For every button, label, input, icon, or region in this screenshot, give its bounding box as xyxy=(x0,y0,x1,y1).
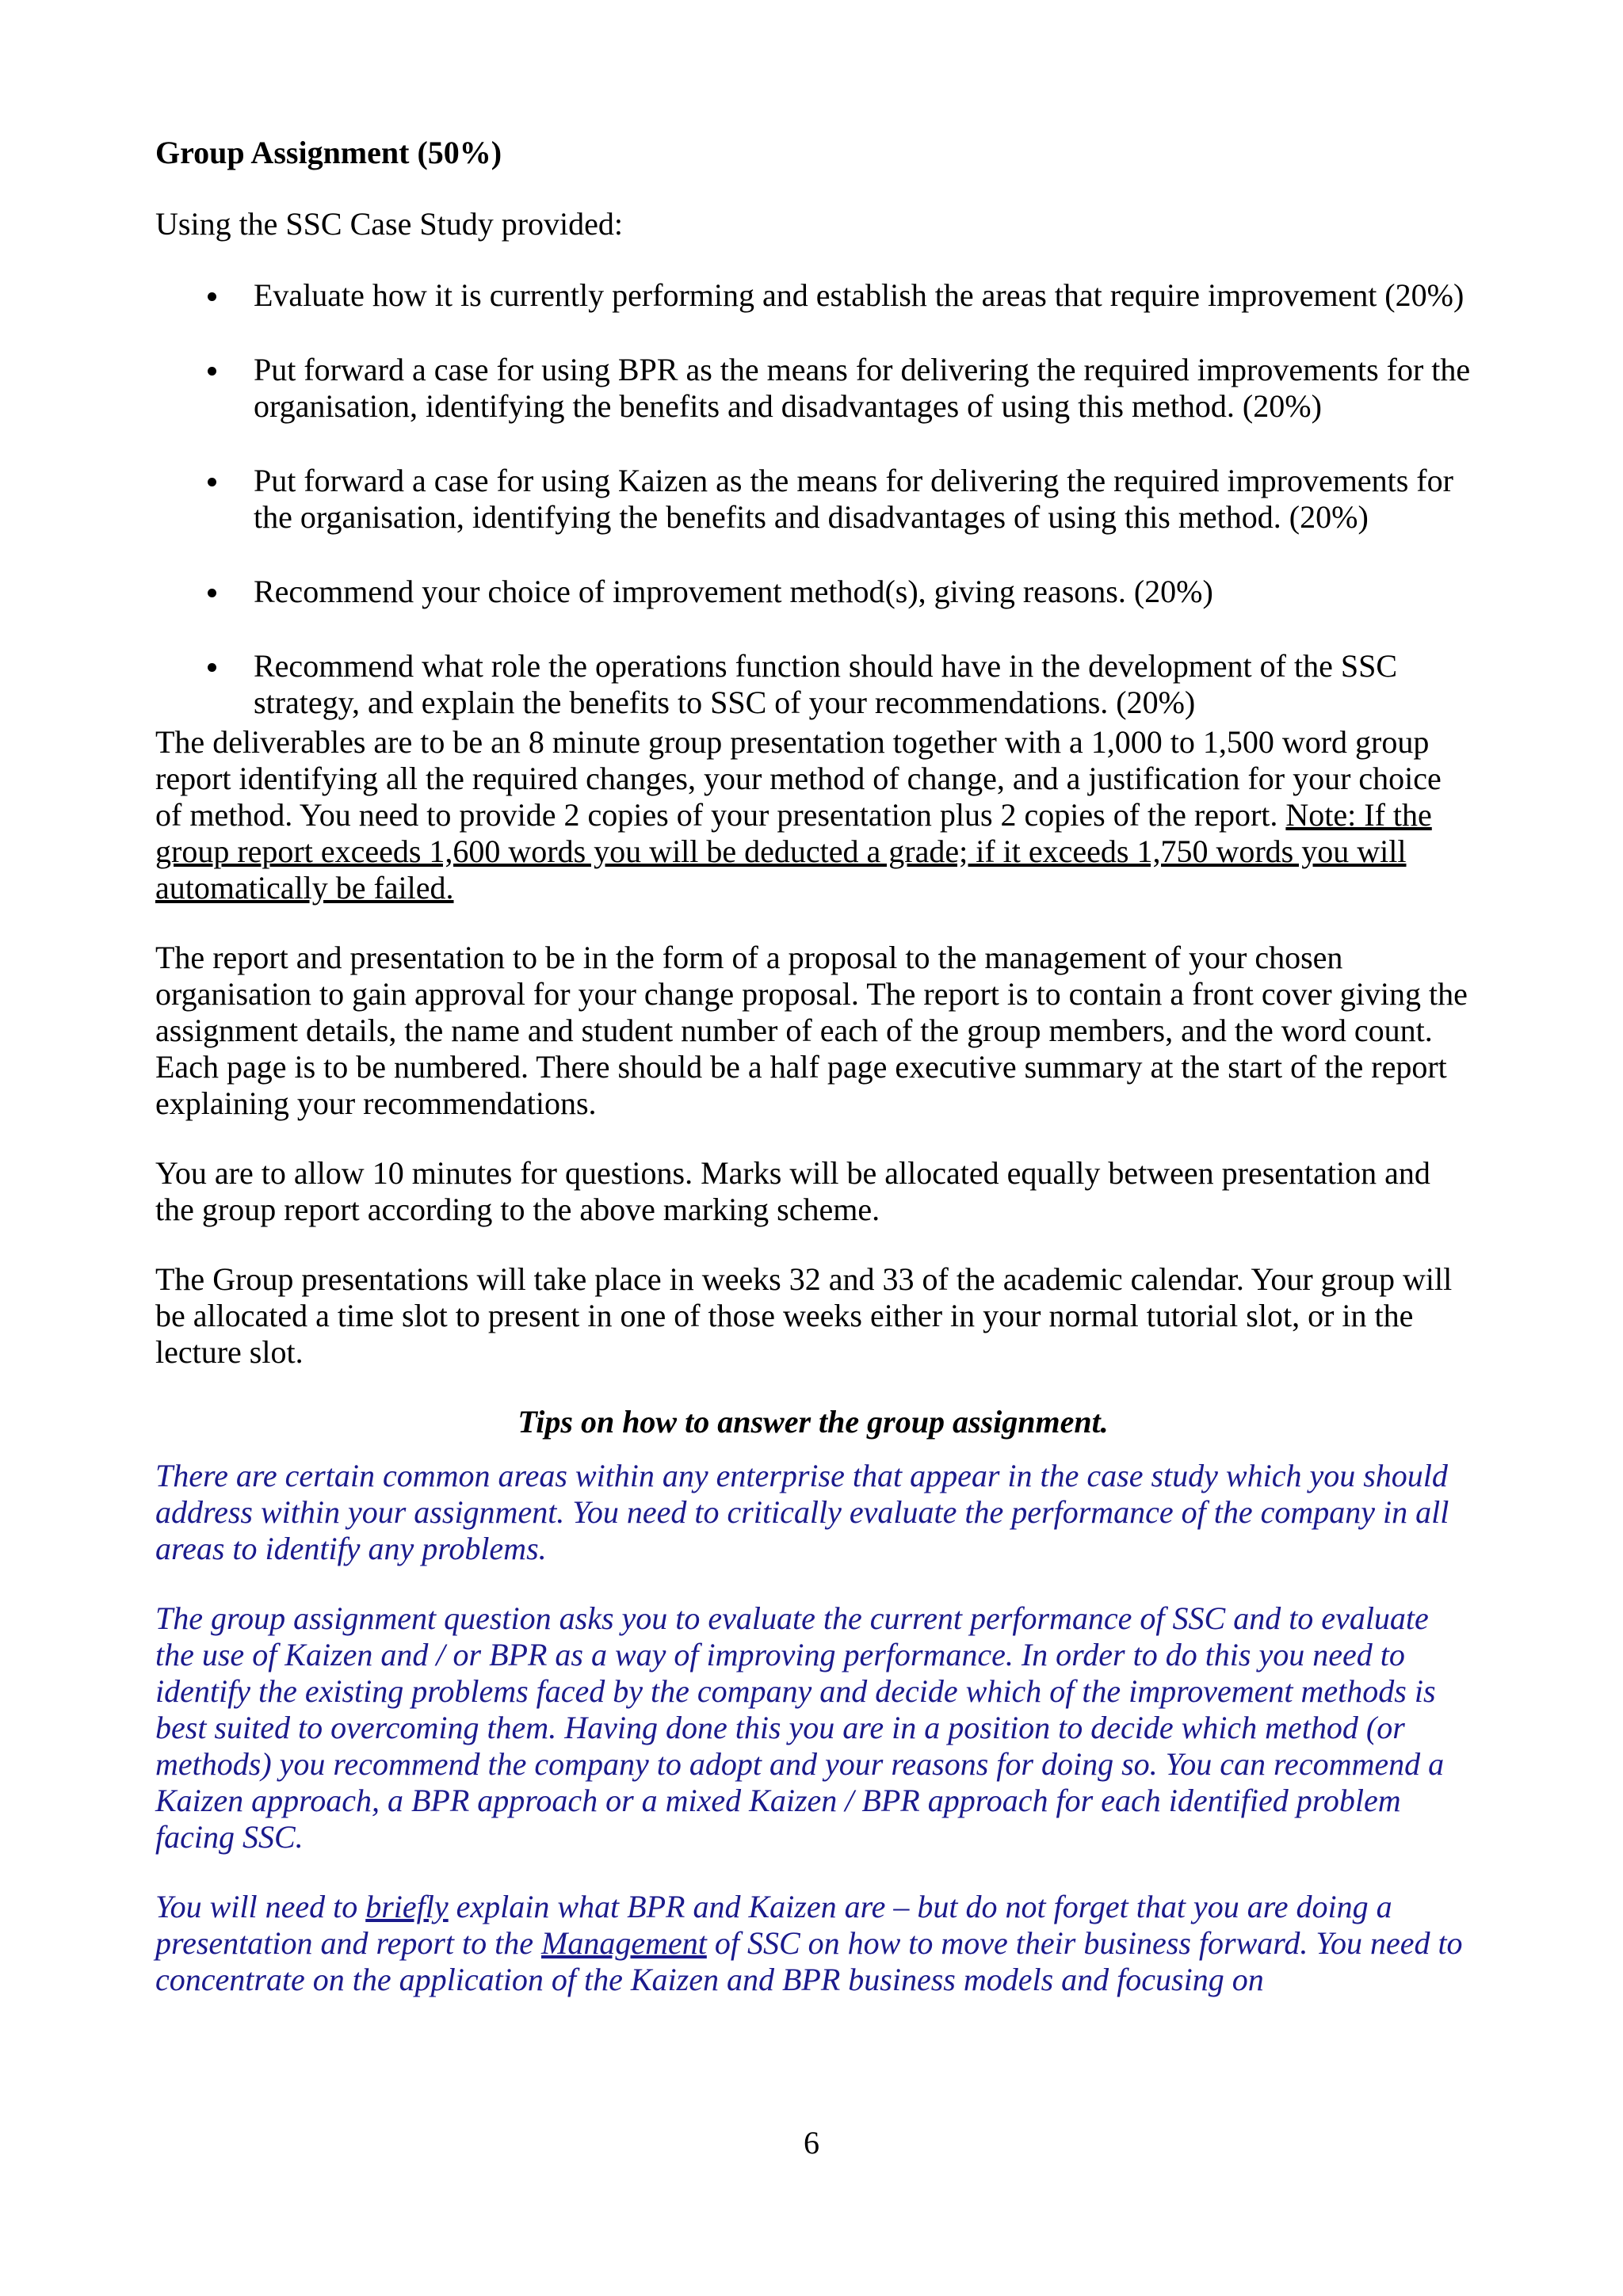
tip-text: of SSC on how to move their business forward. You need to concentrate on the application of the Kaizen and BPR business models and focusing on xyxy=(155,1925,1463,1997)
list-item xyxy=(155,648,1471,721)
requirements-list xyxy=(155,277,1471,721)
document-body xyxy=(155,135,1471,1998)
list-item xyxy=(155,277,1471,314)
management-emphasis: Management xyxy=(541,1925,707,1961)
tip-paragraph: The group assignment question asks you to evaluate the current performance of SSC and to evaluate the use of Kaizen and / or BPR as a way of improving performance. In order to do this you need to identify the existing problems faced by the company and decide which of the improvement methods is best suited to overcoming them. Having done this you are in a position to decide which method (or methods) you recommend the company to adopt and your reasons for doing so. You can recommend a Kaizen approach, a BPR approach or a mixed Kaizen / BPR approach for each identified problem facing SSC. xyxy=(155,1600,1445,1855)
tips-title: Tips on how to answer the group assignment. xyxy=(517,1404,1109,1440)
tip-paragraph: There are certain common areas within any enterprise that appear in the case study which you should address within your assignment. You need to critically evaluate the performance of the company in all areas to identify any problems. xyxy=(155,1458,1449,1566)
bullet-icon xyxy=(208,367,216,376)
list-item-text: Recommend your choice of improvement method(s), giving reasons. (20%) xyxy=(254,574,1213,609)
list-item-text: Put forward a case for using BPR as the means for delivering the required improvements for the organisation, identifying the benefits and disadvantages of using this method. (20%) xyxy=(254,352,1471,424)
word-limit-note: Note: If the group report exceeds 1,600 words you will be deducted a grade; if it exceeds 1,750 words you will automatically be failed. xyxy=(155,797,1432,906)
intro-text: Using the SSC Case Study provided: xyxy=(155,206,624,242)
bullet-icon xyxy=(208,292,216,301)
list-item xyxy=(155,352,1471,425)
deliverables-paragraph xyxy=(155,724,1471,906)
briefly-emphasis: briefly xyxy=(365,1889,449,1924)
report-form-paragraph: The report and presentation to be in the form of a proposal to the management of your chosen organisation to gain approval for your change proposal. The report is to contain a front cover giving the assignment details, the name and student number of each of the group members, and the word count. Each page is to be numbered. There should be a half page executive summary at the start of the report explaining your recommendations. xyxy=(155,940,1468,1121)
tip-text: You will need to xyxy=(155,1889,366,1924)
bullet-icon xyxy=(208,478,216,486)
list-item-text: Put forward a case for using Kaizen as the means for delivering the required improvements for the organisation, identifying the benefits and disadvantages of using this method. (20%) xyxy=(254,463,1453,535)
list-item-text: Evaluate how it is currently performing and establish the areas that require improvement (20%) xyxy=(254,277,1465,313)
tip-paragraph xyxy=(155,1889,1471,1998)
page-number: 6 xyxy=(804,2125,819,2161)
tip-text: explain what BPR and Kaizen are – but do not forget that you are doing a presentation and report to the xyxy=(155,1889,1392,1961)
presentations-paragraph: The Group presentations will take place in weeks 32 and 33 of the academic calendar. Your group will be allocated a time slot to present in one of those weeks either in your normal tutorial slot, or in the lecture slot. xyxy=(155,1261,1453,1370)
bullet-icon xyxy=(208,589,216,597)
bullet-icon xyxy=(208,663,216,672)
assignment-heading: Group Assignment (50%) xyxy=(155,135,502,170)
questions-paragraph: You are to allow 10 minutes for questions. Marks will be allocated equally between presentation and the group report according to the above marking scheme. xyxy=(155,1155,1430,1227)
deliverables-text: The deliverables are to be an 8 minute group presentation together with a 1,000 to 1,500 word group report identifying all the required changes, your method of change, and a justification for your choice of method. You need to provide 2 copies of your presentation plus 2 copies of the report. xyxy=(155,724,1442,833)
list-item xyxy=(155,574,1471,610)
list-item-text: Recommend what role the operations function should have in the development of the SSC strategy, and explain the benefits to SSC of your recommendations. (20%) xyxy=(254,648,1398,720)
list-item xyxy=(155,463,1471,536)
